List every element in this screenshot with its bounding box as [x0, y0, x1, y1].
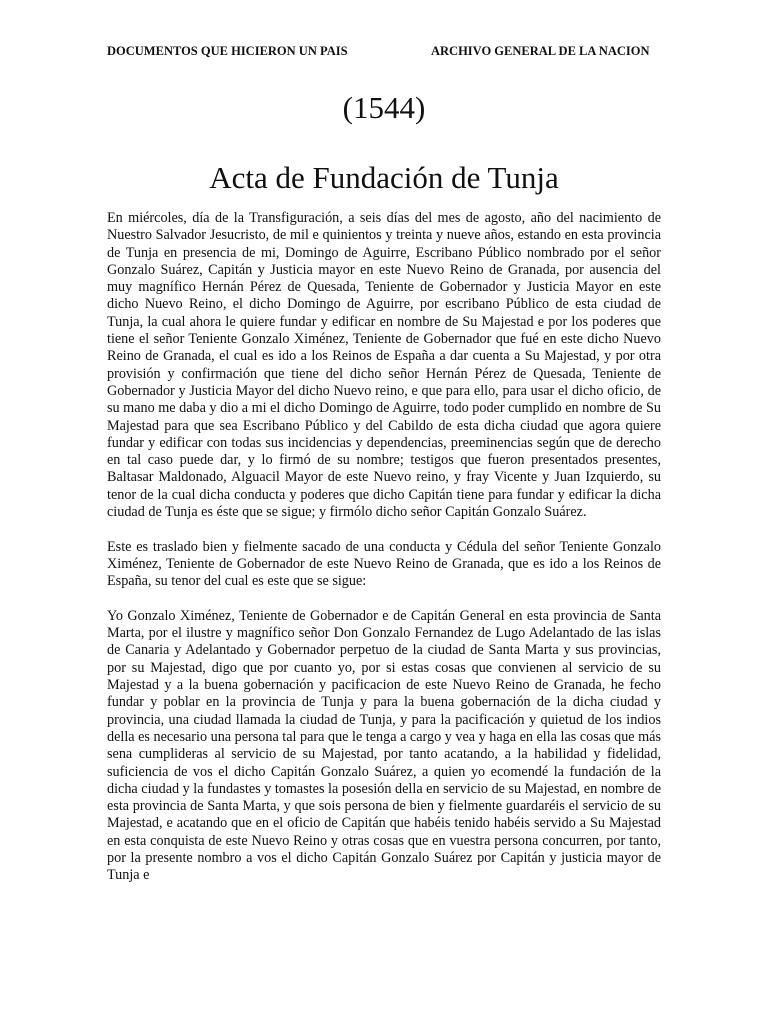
header-collection-title: DOCUMENTOS QUE HICIERON UN PAIS [107, 44, 348, 58]
document-body [107, 210, 661, 902]
paragraph-founding-act: En miércoles, día de la Transfiguración, a seis días del mes de agosto, año del nacimiento de Nuestro Salvador Jesucristo, de mil e quinientos y treinta y nueve años, estando en esta provincia de Tunja en presencia de mi, Domingo de Aguirre, Escribano Público nombrado por el señor Gonzalo Suárez, Capitán y Justicia mayor en este Nuevo Reino de Granada, por ausencia del muy magnífico Hernán Pérez de Quesada, Teniente de Gobernador y Justicia Mayor en este dicho Nuevo Reino, el dicho Domingo de Aguirre, por escribano Público de esta ciudad de Tunja, la cual ahora le quiere fundar y edificar en nombre de Su Majestad e por los poderes que tiene el señor Teniente Gonzalo Ximénez, Teniente de Gobernador que fué en este dicho Nuevo Reino de Granada, el cual es ido a los Reinos de España a dar cuenta a Su Majestad, y por otra provisión y confirmación que tiene del dicho señor Hernán Pérez de Quesada, Teniente de Gobernador y Justicia Mayor del dicho Nuevo reino, e que para ello, para usar el dicho oficio, de su mano me daba y dio a mi el dicho Domingo de Aguirre, todo poder cumplido en nombre de Su Majestad para que sea Escribano Público y del Cabildo de esta dicha ciudad que agora quiere fundar y edificar con todas sus incidencias y dependencias, preeminencias según que de derecho en tal caso puede dar, y lo firmó de su nombre; testigos que fueron presentados presentes, Baltasar Maldonado, Alguacil Mayor de este Nuevo reino, y fray Vicente y Juan Izquierdo, su tenor de la cual dicha conducta y poderes que dicho Capitán tiene para fundar y edificar la dicha ciudad de Tunja es éste que se sigue; y firmólo dicho señor Capitán Gonzalo Suárez. [107, 210, 661, 521]
header-archive-name: ARCHIVO GENERAL DE LA NACION [431, 44, 650, 58]
document-title: Acta de Fundación de Tunja [209, 160, 559, 195]
document-year: (1544) [342, 90, 426, 125]
paragraph-transcript-intro: Este es traslado bien y fielmente sacado de una conducta y Cédula del señor Teniente Gonzalo Ximénez, Teniente de Gobernador de este Nuevo Reino de Granada, que es ido a los Reinos de España, su tenor del cual es este que se sigue: [107, 538, 661, 590]
paragraph-appointment: Yo Gonzalo Ximénez, Teniente de Gobernador e de Capitán General en esta provincia de Santa Marta, por el ilustre y magnífico señor Don Gonzalo Fernandez de Lugo Adelantado de las islas de Canaria y Adelantado y Gobernador perpetuo de la ciudad de Santa Marta y sus provincias, por su Majestad, digo que por cuanto yo, por si estas cosas que convienen al servicio de su Majestad y a la buena gobernación y pacificacion de este Nuevo Reino de Granada, he fecho fundar y poblar en la provincia de Tunja y para la buena gobernación de la dicha ciudad y provincia, una ciudad llamada la ciudad de Tunja, y para la pacificación y quietud de los indios della es necesario una persona tal para que le tenga a cargo y vea y haga en ella las cosas que más sena cumplideras al servicio de su Majestad, por tanto acatando, a la habilidad y fidelidad, suficiencia de vos el dicho Capitán Gonzalo Suárez, a quien yo ecomendé la fundación de la dicha ciudad y la fundastes y tomastes la posesión della en servicio de su Majestad, en nombre de esta provincia de Santa Marta, y que sois persona de bien y fielmente guardaréis el servicio de su Majestad, e acatando que en el oficio de Capitán que habéis tenido habéis servido a Su Majestad en esta conquista de este Nuevo Reino y otras cosas que en vuestra persona concurren, por tanto, por la presente nombro a vos el dicho Capitán Gonzalo Suárez por Capitán y justicia mayor de Tunja e [107, 607, 661, 884]
